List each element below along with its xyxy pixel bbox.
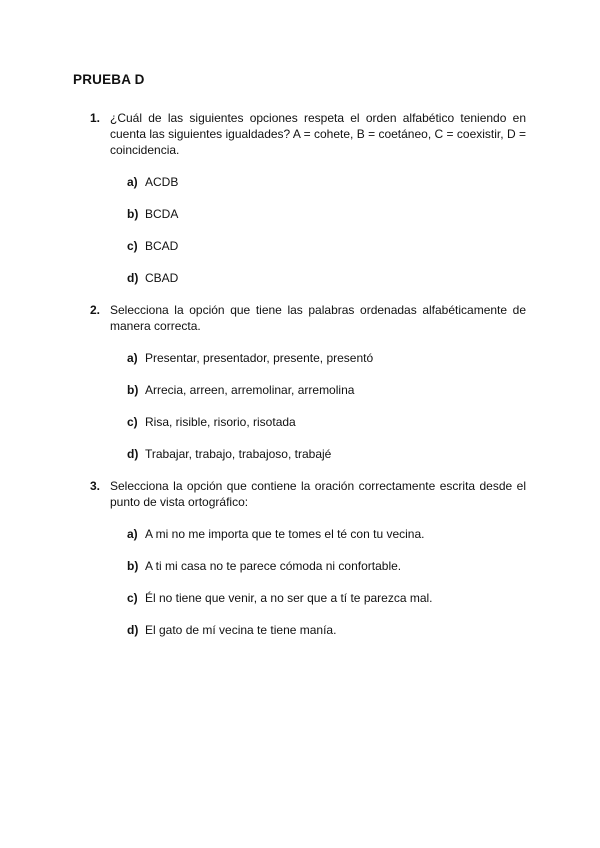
option-text: ACDB: [145, 175, 179, 189]
question-2-option-b: [127, 382, 354, 398]
question-3: [90, 478, 526, 510]
question-number: 2.: [90, 303, 101, 317]
question-text: Selecciona la opción que tiene las palabras ordenadas alfabéticamente de manera correcta.: [110, 303, 526, 333]
question-1-option-a: [127, 174, 178, 190]
option-text: Trabajar, trabajo, trabajoso, trabajé: [145, 447, 332, 461]
option-letter: a): [127, 351, 138, 365]
question-3-option-a: [127, 526, 424, 542]
option-letter: d): [127, 623, 139, 637]
question-1: [90, 110, 526, 158]
option-letter: a): [127, 175, 138, 189]
question-number: 3.: [90, 479, 101, 493]
question-3-option-c: [127, 590, 433, 606]
page-title: PRUEBA D: [73, 72, 145, 87]
question-1-option-d: [127, 270, 178, 286]
option-letter: d): [127, 271, 139, 285]
option-text: Él no tiene que venir, a no ser que a tí te parezca mal.: [145, 591, 433, 605]
question-number: 1.: [90, 111, 101, 125]
option-letter: c): [127, 415, 138, 429]
option-text: Risa, risible, risorio, risotada: [145, 415, 296, 429]
question-2-option-c: [127, 414, 296, 430]
option-text: A ti mi casa no te parece cómoda ni confortable.: [145, 559, 402, 573]
question-2: [90, 302, 526, 334]
question-2-option-d: [127, 446, 331, 462]
option-text: CBAD: [145, 271, 179, 285]
option-letter: d): [127, 447, 139, 461]
option-text: A mi no me importa que te tomes el té con tu vecina.: [145, 527, 425, 541]
question-2-option-a: [127, 350, 373, 366]
option-letter: b): [127, 207, 139, 221]
question-1-option-c: [127, 238, 178, 254]
option-text: Arrecia, arreen, arremolinar, arremolina: [145, 383, 355, 397]
option-letter: b): [127, 559, 139, 573]
option-text: Presentar, presentador, presente, presentó: [145, 351, 374, 365]
option-text: BCAD: [145, 239, 179, 253]
question-text: ¿Cuál de las siguientes opciones respeta el orden alfabético teniendo en cuenta las siguientes igualdades? A = cohete, B = coetáneo, C = coexistir, D = coincidencia.: [110, 111, 526, 157]
question-3-option-d: [127, 622, 336, 638]
option-letter: a): [127, 527, 138, 541]
question-text: Selecciona la opción que contiene la oración correctamente escrita desde el punto de vista ortográfico:: [110, 479, 526, 509]
question-3-option-b: [127, 558, 401, 574]
option-letter: b): [127, 383, 139, 397]
option-letter: c): [127, 239, 138, 253]
option-letter: c): [127, 591, 138, 605]
option-text: BCDA: [145, 207, 179, 221]
option-text: El gato de mí vecina te tiene manía.: [145, 623, 337, 637]
question-1-option-b: [127, 206, 178, 222]
